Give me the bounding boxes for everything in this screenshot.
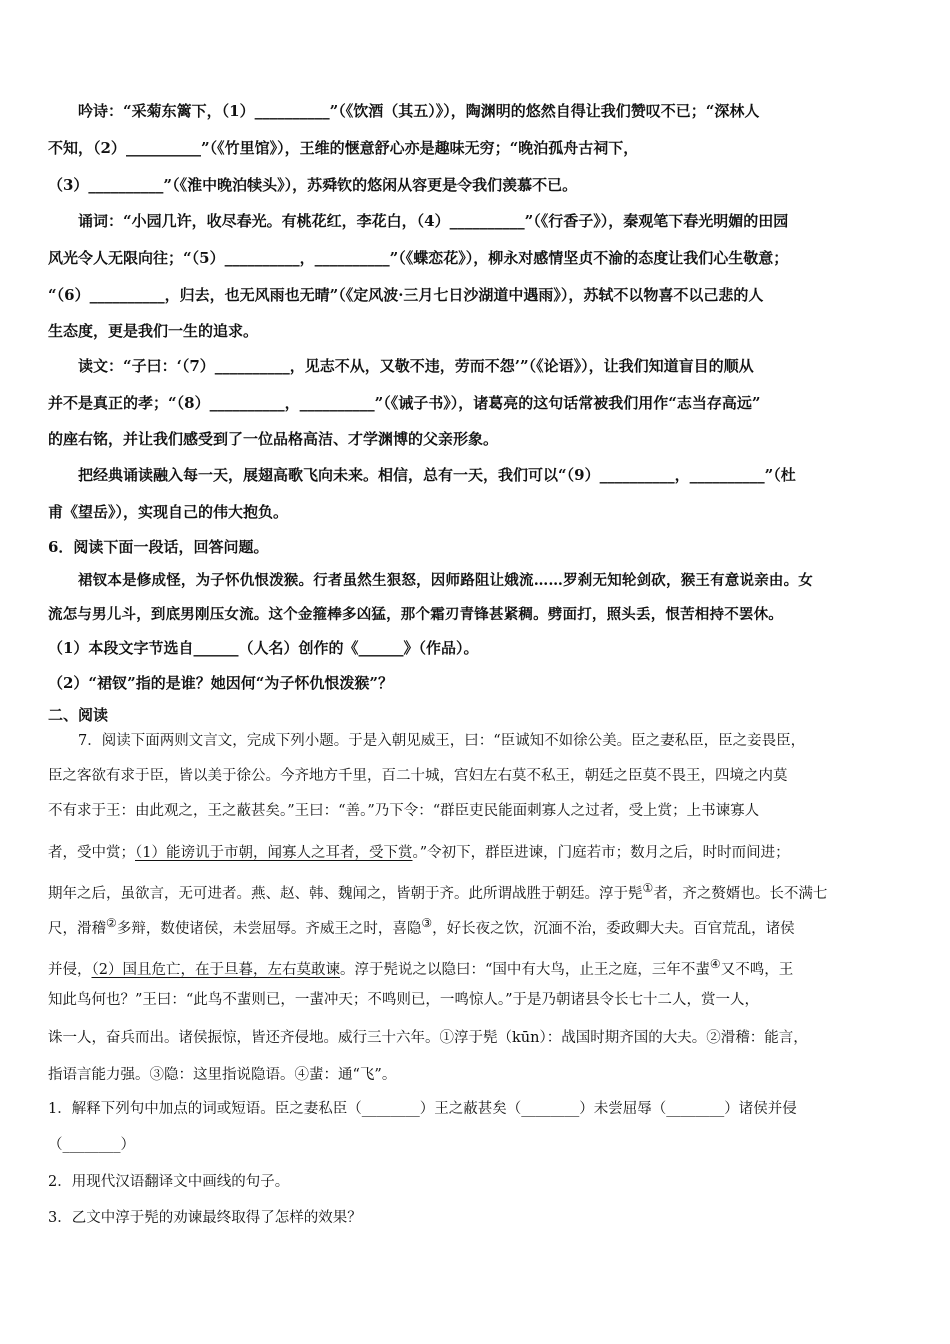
q6-passage-line-1: 裙钗本是修成怪，为子怀仇恨泼猴。行者虽然生狠怒，因师路阻让娥流……罗刹无知轮剑砍，猴王有意说亲由。女	[78, 572, 813, 589]
q6-title: 6．阅读下面一段话，回答问题。	[48, 538, 269, 556]
q7-line-7-post: 。淳于髡说之以隐曰：“国中有大鸟，止王之庭，三年不蜚	[339, 961, 710, 978]
q7-line-9: 诛一人，奋兵而出。诸侯振惊，皆还齐侵地。威行三十六年。①淳于髡（kūn）：战国时期齐国的大夫。②滑稽：能言，	[48, 1030, 808, 1046]
poem-line-7: 生态度，更是我们一生的追求。	[48, 322, 259, 340]
poem-line-6: “（6）__________，归去，也无风雨也无晴”（《定风波·三月七日沙湖道中遇雨》），苏轼不以物喜不以己悲的人	[48, 286, 764, 304]
footnote-mark-2: ②	[106, 916, 117, 930]
q7-line-3: 不有求于王：由此观之，王之蔽甚矣。”王曰：“善。”乃下令：“群臣吏民能面刺寡人之过者，受上赏；上书谏寡人	[48, 803, 760, 819]
underlined-sentence-1: （1）能谤讥于市朝，闻寡人之耳者，受下赏	[135, 845, 413, 861]
q6-sub-question-1: （1）本段文字节选自______（人名）创作的《______》（作品）。	[48, 639, 479, 657]
q6-sub-question-2: （2）“裙钗”指的是谁？她因何“为子怀仇恨泼猴”？	[48, 674, 393, 692]
q7-line-10: 指语言能力强。③隐：这里指说隐语。④蜚：通“飞”。	[48, 1067, 397, 1083]
underlined-sentence-2: （2）国且危亡，在于旦暮，左右莫敢谏	[91, 961, 340, 978]
q7-line-8: 知此鸟何也？”王曰：“此鸟不蜚则已，一蜚冲天；不鸣则已，一鸣惊人。”于是乃朝诸县令长七十二人，赏一人，	[48, 992, 759, 1008]
question-1-line-2: （________）	[48, 1137, 135, 1153]
q7-line-5-text: 期年之后，虽欲言，无可进者。燕、赵、韩、魏闻之，皆朝于齐。此所谓战胜于朝廷。淳于髡	[48, 885, 643, 902]
q7-line-4-pre: 者，受中赏；	[48, 845, 135, 861]
q7-line-6-b: 多辩，数使诸侯，未尝屈辱。齐威王之时，喜隐	[116, 920, 422, 937]
poem-line-8: 读文：“子曰：‘（7）__________，见志不从，又敬不违，劳而不怨’”（《论语》），让我们知道盲目的顺从	[78, 357, 754, 375]
poem-line-3: （3）__________”（《淮中晚泊犊头》），苏舜钦的悠闲从容更是令我们羡慕不已。	[48, 176, 578, 194]
poem-line-12: 甫《望岳》），实现自己的伟大抱负。	[48, 503, 289, 521]
section-heading: 二、阅读	[48, 706, 109, 724]
poem-line-4: 诵词：“小园几许，收尽春光。有桃花红，李花白，（4）__________”（《行香子》），秦观笔下春光明媚的田园	[78, 212, 789, 230]
q7-line-2: 臣之客欲有求于臣，皆以美于徐公。今齐地方千里，百二十城，宫妇左右莫不私王，朝廷之臣莫不畏王，四境之内莫	[48, 768, 788, 784]
q7-line-5	[48, 878, 908, 904]
question-1-line-1: 1．解释下列句中加点的词或短语。臣之妻私臣（________）王之蔽甚矣（________）未尝屈辱（________）诸侯并侵	[48, 1101, 797, 1117]
q7-line-6	[48, 913, 908, 939]
q7-line-7-pre: 并侵，	[48, 961, 92, 978]
q7-line-1: 7．阅读下面两则文言文，完成下列小题。于是入朝见威王，曰：“臣诚知不如徐公美。臣之妻私臣，臣之妾畏臣，	[78, 733, 806, 749]
q7-line-7-end: 又不鸣，王	[720, 961, 794, 978]
q7-line-6-c: ，好长夜之饮，沉湎不治，委政卿大夫。百官荒乱，诸侯	[432, 920, 795, 937]
q7-line-7	[48, 954, 908, 980]
poem-line-2: 不知，（2）__________”（《竹里馆》），王维的惬意舒心亦是趣味无穷；“晚泊孤舟古祠下，	[48, 139, 639, 157]
question-2: 2．用现代汉语翻译文中画线的句子。	[48, 1174, 290, 1190]
footnote-mark-3: ③	[421, 916, 433, 930]
poem-line-10: 的座右铭，并让我们感受到了一位品格高洁、才学渊博的父亲形象。	[48, 430, 499, 448]
footnote-mark-4: ④	[709, 957, 721, 971]
q7-line-6-a: 尺，滑稽	[48, 920, 106, 937]
poem-line-5: 风光令人无限向往；“（5）__________，__________”（《蝶恋花》），柳永对感情坚贞不渝的态度让我们心生敬意；	[48, 249, 789, 267]
q7-line-5-post: 者，齐之赘婿也。长不满七	[653, 885, 828, 902]
footnote-mark-1: ①	[642, 881, 654, 895]
q7-line-4-post: 。”令初下，群臣进谏，门庭若市；数月之后，时时而间进；	[412, 845, 790, 861]
poem-line-9: 并不是真正的孝；“（8）__________，__________”（《诫子书》），诸葛亮的这句话常被我们用作“志当存高远”	[48, 394, 761, 412]
poem-line-11: 把经典诵读融入每一天，展翅高歌飞向未来。相信，总有一天，我们可以“（9）__________，__________”（杜	[78, 466, 796, 484]
poem-line-1: 吟诗：“采菊东篱下，（1）__________”（《饮酒（其五）》），陶渊明的悠然自得让我们赞叹不已；“深林人	[78, 102, 760, 120]
q7-line-4	[48, 843, 908, 863]
q6-passage-line-2: 流怎与男儿斗，到底男刚压女流。这个金箍棒多凶猛，那个霜刃青锋甚紧稠。劈面打，照头丢，恨苦相持不罢休。	[48, 606, 783, 623]
question-3: 3．乙文中淳于髡的劝谏最终取得了怎样的效果？	[48, 1210, 362, 1226]
